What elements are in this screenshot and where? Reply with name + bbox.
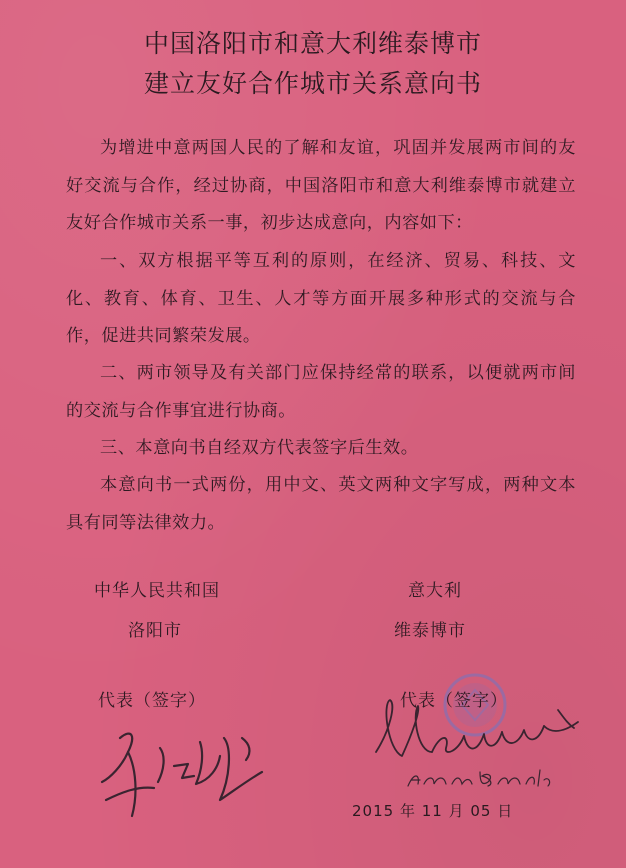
left-signature xyxy=(92,708,292,828)
document-date: 2015 年 11 月 05 日 xyxy=(352,802,514,820)
paragraph-clause-1: 一、双方根据平等互利的原则，在经济、贸易、科技、文化、教育、体育、卫生、人才等方面开展多种形式的交流与合作，促进共同繁荣发展。 xyxy=(66,251,576,346)
right-party-country: 意大利 xyxy=(408,581,462,601)
left-party-rep-label: 代表（签字） xyxy=(98,691,206,711)
paragraph-intro: 为增进中意两国人民的了解和友谊，巩固并发展两市间的友好交流与合作，经过协商，中国洛阳市和意大利维泰博市就建立友好合作城市关系一事，初步达成意向，内容如下： xyxy=(66,138,576,233)
right-signature xyxy=(368,690,598,800)
right-party-city: 维泰博市 xyxy=(394,621,466,641)
right-party-rep-label: 代表（签字） xyxy=(400,691,508,711)
left-party-city: 洛阳市 xyxy=(128,621,182,641)
document-title-line-1: 中国洛阳市和意大利维泰博市 xyxy=(143,29,482,58)
left-party-country: 中华人民共和国 xyxy=(94,581,220,601)
paragraph-closing: 本意向书一式两份，用中文、英文两种文字写成，两种文本具有同等法律效力。 xyxy=(66,475,576,533)
paragraph-clause-3: 三、本意向书自经双方代表签字后生效。 xyxy=(100,438,419,458)
paragraph-clause-2: 二、两市领导及有关部门应保持经常的联系，以便就两市间的交流与合作事宜进行协商。 xyxy=(66,363,576,421)
document-title-line-2: 建立友好合作城市关系意向书 xyxy=(143,69,482,98)
